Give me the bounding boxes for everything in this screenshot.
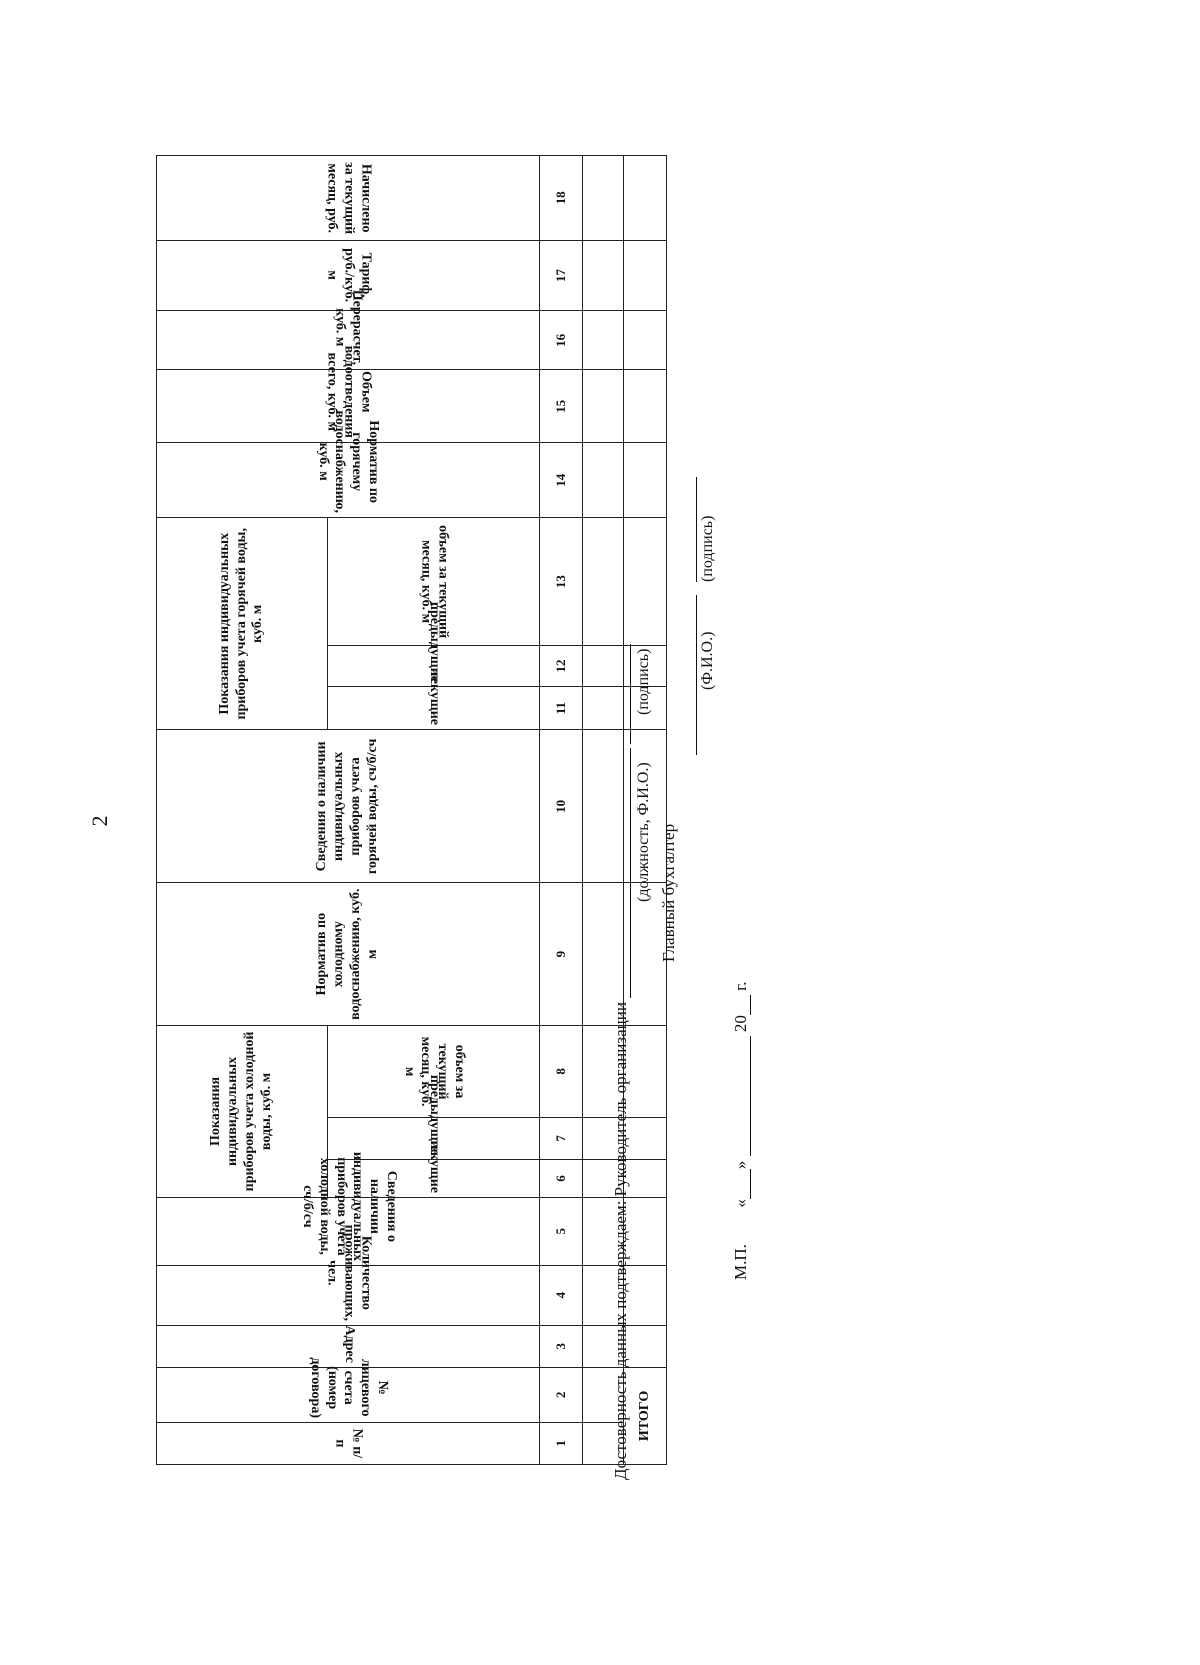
header-cold-current: текущие: [328, 1159, 540, 1197]
signature-caption-2: (подпись): [699, 515, 716, 582]
table-cell: [583, 370, 624, 443]
column-number: 9: [540, 883, 583, 1026]
table-cell: [624, 370, 667, 443]
header-number: № п/п: [157, 1422, 540, 1464]
signature-line-1: [612, 644, 631, 744]
table-cell: [583, 156, 624, 241]
table-cell: [583, 311, 624, 370]
chief-accountant-label: Главный бухгалтер: [659, 823, 678, 962]
table-cell: [624, 443, 667, 518]
column-number: 17: [540, 240, 583, 311]
table-cell: [583, 443, 624, 518]
confirm-text: Достоверность данных подтверждаем: Руководитель организации: [611, 1002, 630, 1480]
column-number: 1: [540, 1422, 583, 1464]
column-number: 10: [540, 730, 583, 883]
header-hot-volume: объем за текущий месяц, куб. м: [328, 518, 540, 646]
page-number: 2: [87, 815, 112, 827]
header-charged: Начислено за текущий месяц, руб.: [157, 156, 540, 241]
fio-caption: (Ф.И.О.): [699, 631, 716, 690]
position-fio-caption: (должность, Ф.И.О.): [635, 762, 652, 902]
header-cold-meter-info: Сведения о наличии индивидуальных приборов учета холодной воды, сч/б/сч: [157, 1197, 540, 1265]
date-close-quote: »: [731, 1160, 750, 1170]
rotated-form: [106, 40, 750, 1520]
day-line: [732, 1169, 751, 1199]
total-label: ИТОГО: [624, 1367, 667, 1464]
header-account: № лицевого счета (номер договора): [157, 1367, 540, 1422]
header-cold-volume: объем за текущий месяц, куб. м: [328, 1025, 540, 1117]
header-hot-previous: предыдущие: [328, 645, 540, 686]
table-cell: [624, 311, 667, 370]
column-number: 15: [540, 370, 583, 443]
column-number: 4: [540, 1265, 583, 1325]
table-cell: [624, 240, 667, 311]
header-cold-meter-readings: Показания индивидуальных приборов учета холодной воды, куб. м: [157, 1025, 328, 1197]
stamp-label: М.П.: [731, 1244, 750, 1280]
column-number: 5: [540, 1197, 583, 1265]
header-drainage: Объем водоотведения всего, куб. м: [157, 370, 540, 443]
column-number: 6: [540, 1159, 583, 1197]
year-line: [732, 995, 751, 1015]
header-residents: Количество проживающих, чел.: [157, 1265, 540, 1325]
column-number: 18: [540, 156, 583, 241]
table-cell: [583, 240, 624, 311]
date-open-quote: «: [731, 1199, 750, 1208]
report-table: [156, 155, 667, 1465]
header-hot-norm: Норматив по горячему водоснабжению, куб. м: [157, 443, 540, 518]
year-prefix: 20: [731, 1015, 750, 1033]
year-suffix: г.: [731, 981, 750, 991]
column-number: 8: [540, 1025, 583, 1117]
fio-line: [677, 595, 697, 755]
header-recalc: Перерасчет, куб. м: [157, 311, 540, 370]
header-hot-meter-info: Сведения о наличии индивидуальных приборов учета горячей воды, сч/б/сч: [157, 730, 540, 883]
column-number: 2: [540, 1367, 583, 1422]
signature-caption-1: (подпись): [635, 648, 652, 715]
table-cell: [624, 518, 667, 646]
column-number: 7: [540, 1117, 583, 1159]
header-hot-meter-readings: Показания индивидуальных приборов учета горячей воды, куб. м: [157, 518, 328, 730]
column-number: 12: [540, 645, 583, 686]
column-number: 3: [540, 1325, 583, 1367]
column-number: 13: [540, 518, 583, 646]
column-numbers-row: [540, 156, 583, 1465]
signature-line-2: [677, 477, 697, 582]
column-number: 16: [540, 311, 583, 370]
table-cell: [583, 518, 624, 646]
column-number: 11: [540, 687, 583, 730]
header-cold-previous: предыдущие: [328, 1117, 540, 1159]
header-cold-norm: Норматив по холодному водоснабжению, куб. м: [157, 883, 540, 1026]
header-tariff: Тариф, руб./куб. м: [157, 240, 540, 311]
header-address: Адрес: [157, 1325, 540, 1367]
column-number: 14: [540, 443, 583, 518]
confirm-line: [611, 644, 631, 1480]
date-line: [731, 982, 751, 1280]
header-hot-current: текущие: [328, 687, 540, 730]
month-line: [732, 1036, 751, 1156]
table-cell: [624, 156, 667, 241]
position-fio-line: [612, 748, 631, 998]
